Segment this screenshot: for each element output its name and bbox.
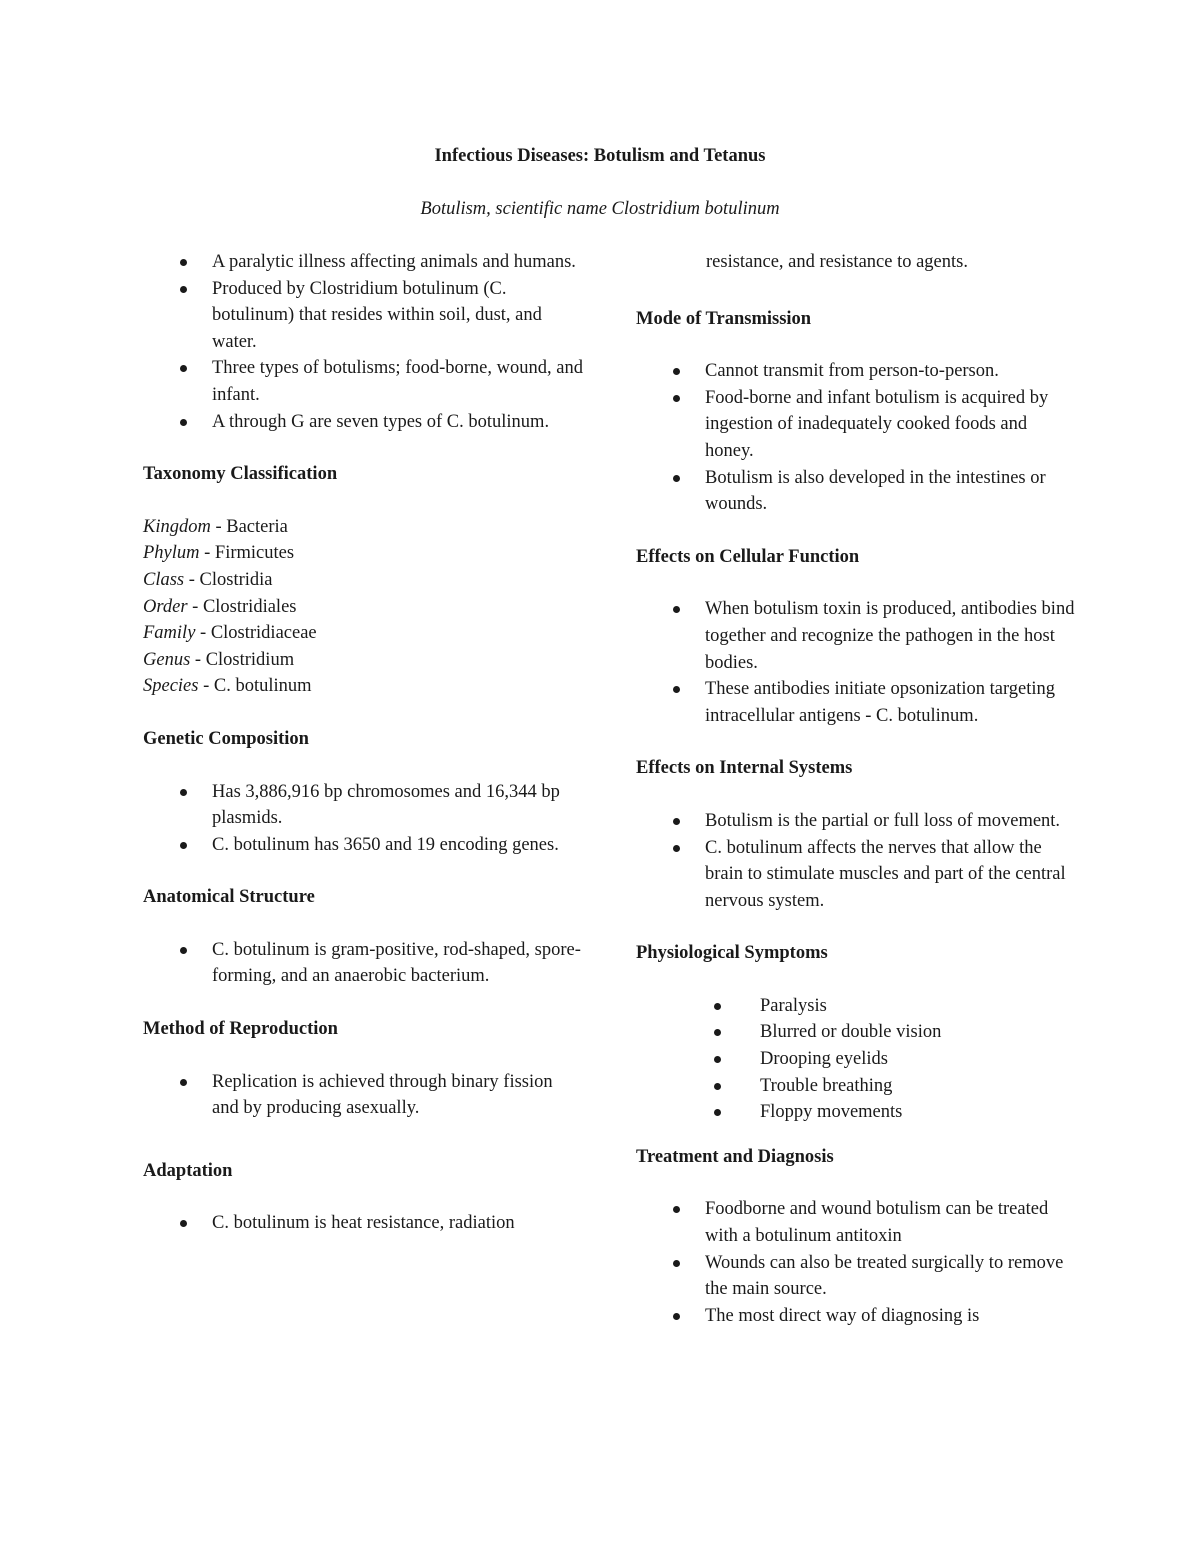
- taxonomy-row: [143, 567, 583, 594]
- taxonomy-row: [143, 594, 583, 621]
- reproduction-list: [143, 1069, 583, 1122]
- taxonomy-rank: Family: [143, 623, 196, 644]
- list-item: Botulism is the partial or full loss of movement.: [636, 808, 1076, 835]
- symptoms-list: [636, 993, 1076, 1126]
- anatomical-list: [143, 937, 583, 990]
- section-heading-transmission: Mode of Transmission: [636, 308, 812, 329]
- transmission-list: [636, 358, 1076, 518]
- taxonomy-rank: Class: [143, 569, 185, 590]
- taxonomy-rank: Species: [143, 676, 199, 697]
- list-item: When botulism toxin is produced, antibodies bind together and recognize the pathogen in the host bodies.: [636, 596, 1076, 676]
- list-item: Cannot transmit from person-to-person.: [636, 358, 1076, 385]
- section-heading-treatment: Treatment and Diagnosis: [636, 1146, 834, 1167]
- section-heading-anatomical: Anatomical Structure: [143, 887, 315, 908]
- taxonomy-row: [143, 620, 583, 647]
- list-item: Replication is achieved through binary fission and by producing asexually.: [143, 1069, 583, 1122]
- list-item: The most direct way of diagnosing is: [636, 1303, 1076, 1330]
- cellular-list: [636, 596, 1076, 729]
- list-item: Botulism is also developed in the intestines or wounds.: [636, 465, 1076, 518]
- section-heading-symptoms: Physiological Symptoms: [636, 943, 828, 964]
- taxonomy-value: - Clostridiaceae: [195, 623, 317, 644]
- taxonomy-value: - Clostridia: [184, 569, 273, 590]
- adaptation-continued: resistance, and resistance to agents.: [706, 252, 968, 272]
- left-column: [143, 249, 583, 1237]
- list-item: C. botulinum has 3650 and 19 encoding genes.: [143, 832, 583, 859]
- taxonomy-value: - Clostridium: [190, 649, 295, 670]
- list-item: Produced by Clostridium botulinum (C. botulinum) that resides within soil, dust, and water.: [143, 276, 583, 356]
- list-item: Paralysis: [636, 993, 1076, 1020]
- taxonomy-value: - Bacteria: [210, 516, 288, 537]
- taxonomy-row: [143, 673, 583, 700]
- list-item: A through G are seven types of C. botulinum.: [143, 409, 583, 436]
- taxonomy-value: - C. botulinum: [198, 676, 312, 697]
- list-item: C. botulinum is gram-positive, rod-shaped, spore-forming, and an anaerobic bacterium.: [143, 937, 583, 990]
- list-item: Blurred or double vision: [636, 1019, 1076, 1046]
- list-item: Floppy movements: [636, 1099, 1076, 1126]
- taxonomy-rank: Kingdom: [143, 516, 211, 537]
- page-title: Infectious Diseases: Botulism and Tetanus: [434, 146, 766, 166]
- list-item: Three types of botulisms; food-borne, wound, and infant.: [143, 355, 583, 408]
- list-item: Food-borne and infant botulism is acquired by ingestion of inadequately cooked foods and honey.: [636, 385, 1076, 465]
- intro-list: [143, 249, 583, 435]
- adaptation-list: [143, 1210, 583, 1237]
- list-item: C. botulinum is heat resistance, radiation: [143, 1210, 583, 1237]
- treatment-list: [636, 1196, 1076, 1329]
- list-item: Wounds can also be treated surgically to remove the main source.: [636, 1250, 1076, 1303]
- list-item: Drooping eyelids: [636, 1046, 1076, 1073]
- list-item: These antibodies initiate opsonization targeting intracellular antigens - C. botulinum.: [636, 676, 1076, 729]
- taxonomy-value: - Clostridiales: [187, 596, 297, 617]
- right-column: [636, 249, 1076, 1329]
- taxonomy-row: [143, 647, 583, 674]
- section-heading-adaptation: Adaptation: [143, 1160, 233, 1181]
- internal-list: [636, 808, 1076, 914]
- taxonomy-row: [143, 514, 583, 541]
- genetic-list: [143, 779, 583, 859]
- page-subtitle: Botulism, scientific name Clostridium botulinum: [420, 199, 780, 219]
- section-heading-cellular: Effects on Cellular Function: [636, 546, 860, 567]
- taxonomy-list: [143, 514, 583, 700]
- taxonomy-row: [143, 540, 583, 567]
- section-heading-genetic: Genetic Composition: [143, 728, 309, 749]
- list-item: A paralytic illness affecting animals and humans.: [143, 249, 583, 276]
- list-item: Has 3,886,916 bp chromosomes and 16,344 bp plasmids.: [143, 779, 583, 832]
- taxonomy-rank: Phylum: [143, 543, 200, 564]
- taxonomy-value: - Firmicutes: [199, 543, 295, 564]
- list-item: Foodborne and wound botulism can be treated with a botulinum antitoxin: [636, 1196, 1076, 1249]
- section-heading-internal: Effects on Internal Systems: [636, 758, 853, 779]
- list-item: Trouble breathing: [636, 1073, 1076, 1100]
- taxonomy-rank: Order: [143, 596, 188, 617]
- list-item: C. botulinum affects the nerves that allow the brain to stimulate muscles and part of the central nervous system.: [636, 835, 1076, 915]
- section-heading-reproduction: Method of Reproduction: [143, 1019, 338, 1040]
- taxonomy-rank: Genus: [143, 649, 191, 670]
- section-heading-taxonomy: Taxonomy Classification: [143, 464, 338, 485]
